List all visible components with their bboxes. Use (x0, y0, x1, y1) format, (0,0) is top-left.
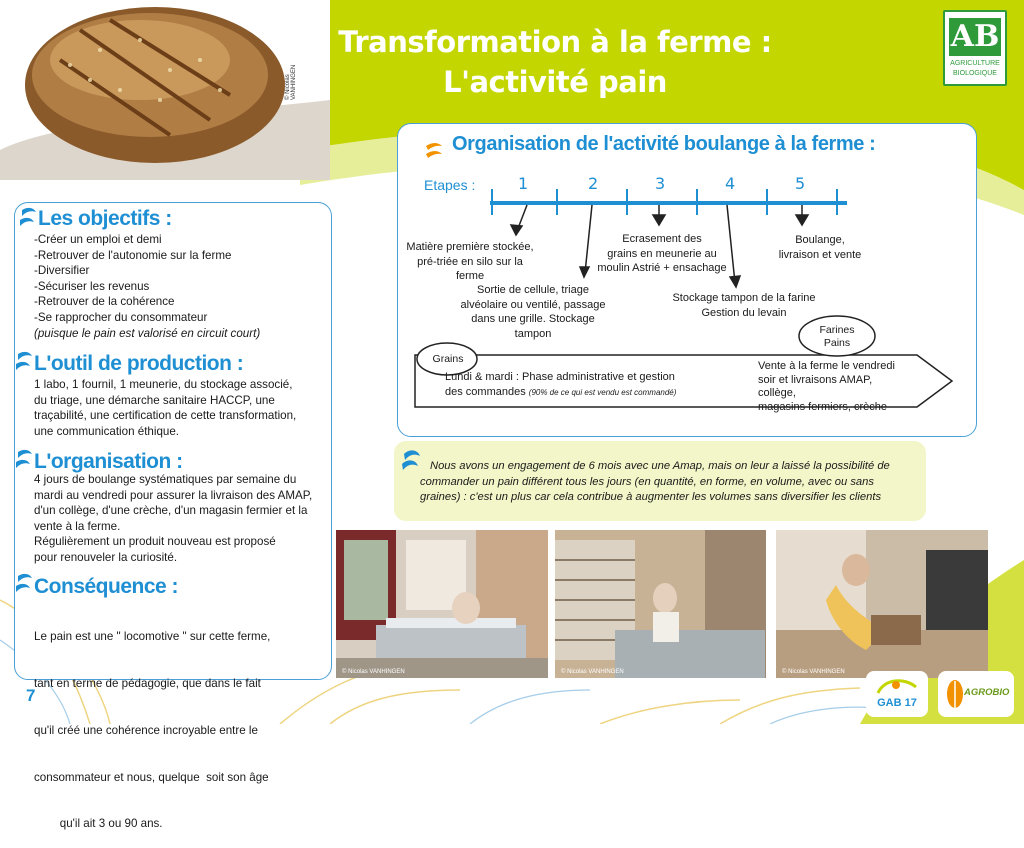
flow-left-text (445, 370, 725, 400)
consequence-line: consommateur et nous, quelque soit son âge (34, 770, 269, 784)
objectif-note: (puisque le pain est valorisé en circuit court) (34, 326, 261, 340)
etapes-label: Etapes : (424, 177, 476, 193)
photo-credit: © Nicolas VANHINGEN (561, 669, 624, 675)
flow-left-line: des commandes (445, 386, 526, 398)
flow-right-line: Vente à la ferme le vendredi (758, 360, 895, 372)
section-bullet-icon (14, 446, 34, 474)
section-bullet-icon (14, 570, 34, 598)
objectif-item: -Diversifier (34, 264, 90, 278)
quote-line: graines) : c'est un plus car cela contribue à augmenter les volumes sans diversifier les clients (420, 491, 882, 503)
step2-label-line: alvéolaire ou ventilé, passage (460, 298, 606, 311)
flow-right-line: soir et livraisons AMAP, collège, (758, 373, 873, 399)
consequence-text (34, 598, 329, 848)
step2-label (452, 283, 614, 341)
outil-text (34, 377, 329, 439)
step3-label (592, 232, 732, 276)
objectifs-title: Les objectifs : (38, 207, 172, 230)
section-bullet-icon (14, 348, 34, 376)
organisation-line: mardi au vendredi pour assurer la livraison des AMAP, (34, 488, 313, 502)
photo-credit: © Nicolas VANHINGEN (342, 669, 405, 675)
ab-logo-line2: BIOLOGIQUE (953, 70, 997, 77)
step4-label-line: Gestion du levain (701, 306, 787, 319)
organisation-text (34, 472, 329, 566)
step5-label-line: livraison et vente (778, 248, 862, 261)
photo-credit: © Nicolas VANHINGEN (782, 669, 845, 675)
section-bullet-icon (18, 204, 38, 232)
quote-text (420, 459, 920, 506)
step3-label-line: moulin Astrié + ensachage (597, 262, 727, 274)
step5-label (770, 233, 870, 262)
objectifs-list (34, 232, 324, 341)
step4-label-line: Stockage tampon de la farine (672, 292, 816, 304)
objectif-item: -Retrouver de la cohérence (34, 295, 175, 309)
flow-right-line: magasins fermiers, crèche (758, 400, 887, 413)
step4-label (668, 291, 820, 320)
quote-line: commander un pain différent tous les jours (en quantité, en forme, en volume, avec ou sans (420, 475, 874, 488)
outil-line: 1 labo, 1 fournil, 1 meunerie, du stockage associé, (34, 378, 293, 391)
pains-label: Pains (823, 337, 851, 349)
objectif-item: -Retrouver de l'autonomie sur la ferme (34, 248, 232, 262)
step3-label-line: Ecrasement des (622, 233, 702, 245)
step1-label (405, 240, 535, 284)
step2-label-line: Sortie de cellule, triage (477, 284, 589, 296)
page-title-line1: Transformation à la ferme : (338, 25, 772, 59)
organisation-title: L'organisation : (34, 450, 183, 473)
outil-line: du triage, une démarche sanitaire HACCP, une (34, 393, 275, 407)
objectif-item: -Se rapprocher du consommateur (34, 310, 208, 324)
step-number-5: 5 (795, 174, 806, 193)
step5-label-line: Boulange, (795, 234, 845, 246)
farines-label: Farines (819, 324, 855, 336)
diagram-title: Organisation de l'activité boulange à la ferme : (452, 133, 876, 155)
bakery-photo-1 (336, 530, 548, 678)
consequence-line: qu'il créé une cohérence incroyable entre le (34, 723, 258, 737)
organisation-line: vente à la ferme. (34, 519, 121, 533)
gab17-logo-text: GAB 17 (877, 697, 917, 709)
flow-left-note: (90% de ce qui est vendu est commandé) (528, 388, 677, 397)
organisation-line: pour renouveler la curiosité. (34, 550, 178, 564)
page-title-line2: L'activité pain (443, 65, 667, 99)
bread-photo (0, 0, 330, 180)
flow-right-text (758, 360, 908, 414)
step3-label-line: grains en meunerie au (607, 247, 717, 260)
organisation-line: d'un collège, d'une crèche, d'un magasin fermier et la (34, 504, 308, 518)
gab17-logo (866, 671, 928, 717)
consequence-line: tant en terme de pédagogie, que dans le fait (34, 676, 261, 690)
page-number: 7 (26, 686, 36, 705)
step-number-3: 3 (655, 174, 666, 193)
step-number-1: 1 (518, 174, 529, 193)
organisation-line: Régulièrement un produit nouveau est proposé (34, 535, 276, 549)
consequence-line: Le pain est une " locomotive " sur cette ferme, (34, 630, 271, 644)
photo-credit: © Nicolas VANHINGEN (285, 64, 297, 100)
ab-logo-letters: AB (950, 19, 1000, 54)
page-title (330, 22, 780, 102)
bakery-photo-2 (555, 530, 766, 678)
organisation-line: 4 jours de boulange systématiques par semaine du (34, 473, 297, 486)
consequence-line: qu'il ait 3 ou 90 ans. (34, 817, 163, 831)
agrobio-logo (938, 671, 1014, 717)
step1-label-line: Matière première stockée, (406, 241, 534, 253)
step-number-4: 4 (725, 174, 736, 193)
outil-title: L'outil de production : (34, 352, 244, 375)
outil-line: traçabilité, une certification de cette transformation, (34, 409, 297, 423)
outil-line: une communication éthique. (34, 424, 180, 438)
agrobio-logo-text: AGROBIO (964, 687, 1010, 698)
step1-label-line: pré-triée en silo sur la ferme (417, 255, 523, 282)
step-number-2: 2 (588, 174, 599, 193)
quote-line: Nous avons un engagement de 6 mois avec une Amap, mais on leur a laissé la possibilité de (430, 460, 890, 472)
bakery-photo-3 (776, 530, 988, 678)
consequence-title: Conséquence : (34, 575, 179, 598)
objectif-item: -Sécuriser les revenus (34, 279, 150, 293)
ab-logo-line1: AGRICULTURE (950, 60, 1000, 67)
ab-logo (943, 10, 1007, 86)
flow-left-line: Lundi & mardi : Phase administrative et gestion (445, 371, 675, 383)
objectif-item: -Créer un emploi et demi (34, 233, 162, 246)
step2-label-line: dans une grille. Stockage tampon (471, 313, 595, 340)
grains-label: Grains (432, 353, 464, 365)
